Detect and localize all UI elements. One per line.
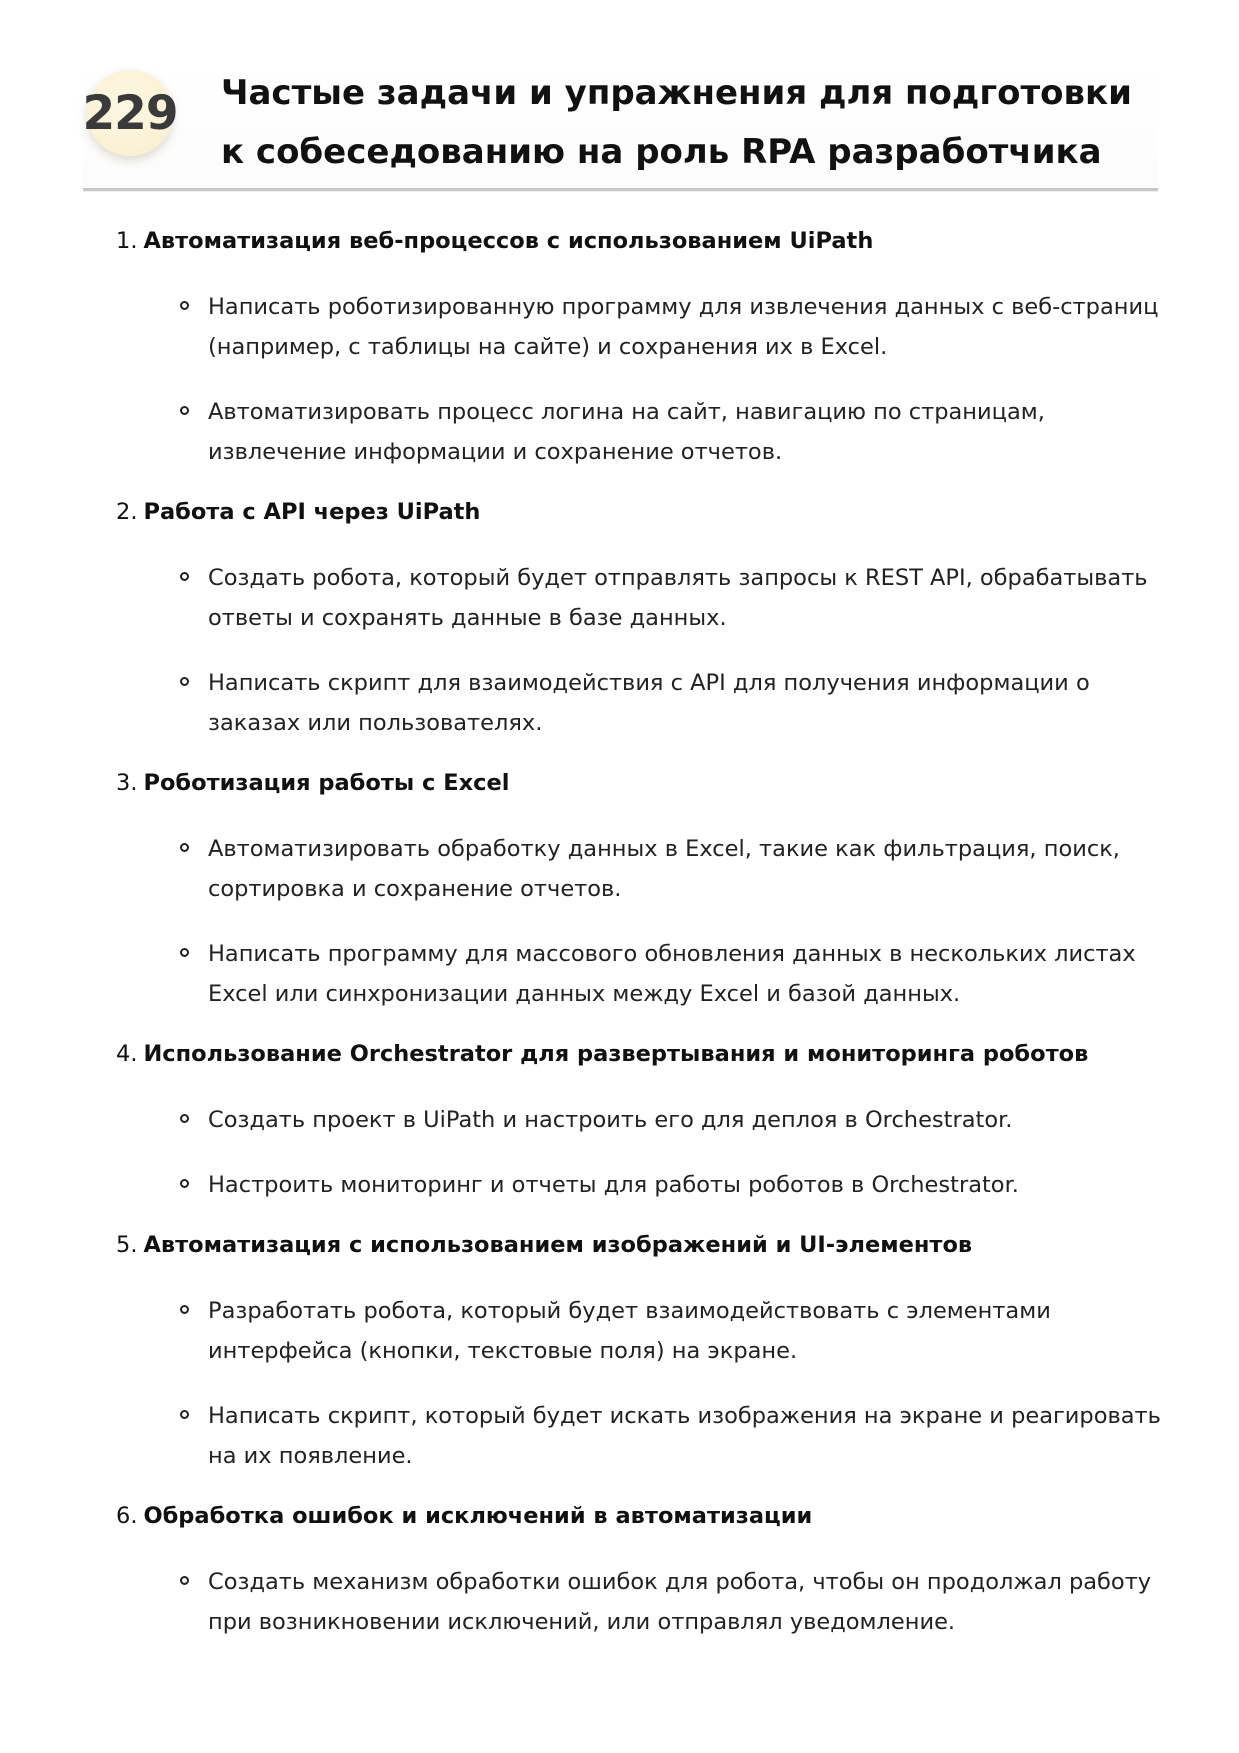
section-items (116, 1562, 1166, 1642)
section-items (116, 829, 1166, 1014)
section-number: 3. (116, 770, 138, 796)
list-item (208, 392, 1168, 472)
section-title-text: Обработка ошибок и исключений в автоматизации (143, 1503, 813, 1529)
section-title (116, 226, 1166, 256)
circle-bullet-icon (180, 843, 189, 852)
section-number: 2. (116, 499, 138, 525)
section-title (116, 1230, 1166, 1260)
circle-bullet-icon (180, 406, 189, 415)
list-item (208, 829, 1168, 909)
section-items (116, 287, 1166, 472)
circle-bullet-icon (180, 677, 189, 686)
section-4 (116, 1039, 1166, 1205)
section-1 (116, 226, 1166, 472)
circle-bullet-icon (180, 301, 189, 310)
section-items (116, 1291, 1166, 1476)
circle-bullet-icon (180, 572, 189, 581)
list-item (208, 934, 1168, 1014)
section-2 (116, 497, 1166, 743)
section-title (116, 1501, 1166, 1531)
section-number: 6. (116, 1503, 138, 1529)
section-items (116, 558, 1166, 743)
circle-bullet-icon (180, 1410, 189, 1419)
section-title (116, 497, 1166, 527)
circle-bullet-icon (180, 1114, 189, 1123)
section-title-text: Роботизация работы с Excel (143, 770, 510, 796)
section-number: 5. (116, 1232, 138, 1258)
list-item-text: Создать механизм обработки ошибок для робота, чтобы он продолжал работу при возникновении исключений, или отправлял уведомление. (208, 1569, 1152, 1635)
page-header (83, 60, 1158, 191)
section-title-text: Использование Orchestrator для развертывания и мониторинга роботов (143, 1041, 1089, 1067)
circle-bullet-icon (180, 948, 189, 957)
page-title: Частые задачи и упражнения для подготовки к собеседованию на роль RPA разработчика (221, 73, 1132, 172)
list-item-text: Написать скрипт, который будет искать изображения на экране и реагировать на их появление. (208, 1403, 1161, 1469)
task-list (116, 226, 1166, 1667)
list-item (208, 1396, 1168, 1476)
list-item-text: Создать проект в UiPath и настроить его для деплоя в Orchestrator. (208, 1107, 1013, 1133)
page-number: 229 (82, 85, 178, 141)
section-number: 4. (116, 1041, 138, 1067)
list-item-text: Написать программу для массового обновления данных в нескольких листах Excel или синхронизации данных между Excel и базой данных. (208, 941, 1136, 1007)
list-item (208, 1562, 1168, 1642)
circle-bullet-icon (180, 1305, 189, 1314)
section-6 (116, 1501, 1166, 1642)
list-item (208, 558, 1168, 638)
section-title-text: Автоматизация с использованием изображений и UI-элементов (143, 1232, 973, 1258)
page-number-badge (82, 70, 178, 156)
section-items (116, 1100, 1166, 1205)
list-item (208, 1100, 1168, 1140)
list-item-text: Написать роботизированную программу для извлечения данных с веб-страниц (например, с таблицы на сайте) и сохранения их в Excel. (208, 294, 1159, 360)
section-title (116, 768, 1166, 798)
circle-bullet-icon (180, 1576, 189, 1585)
list-item-text: Написать скрипт для взаимодействия с API для получения информации о заказах или пользователях. (208, 670, 1090, 736)
list-item (208, 287, 1168, 367)
list-item-text: Автоматизировать обработку данных в Excel, такие как фильтрация, поиск, сортировка и сохранение отчетов. (208, 836, 1120, 902)
section-title-text: Работа с API через UiPath (143, 499, 481, 525)
list-item (208, 1165, 1168, 1205)
list-item (208, 663, 1168, 743)
section-5 (116, 1230, 1166, 1476)
list-item-text: Настроить мониторинг и отчеты для работы роботов в Orchestrator. (208, 1172, 1019, 1198)
list-item-text: Создать робота, который будет отправлять запросы к REST API, обрабатывать ответы и сохранять данные в базе данных. (208, 565, 1148, 631)
list-item-text: Автоматизировать процесс логина на сайт, навигацию по страницам, извлечение информации и сохранение отчетов. (208, 399, 1045, 465)
section-title (116, 1039, 1166, 1069)
list-item-text: Разработать робота, который будет взаимодействовать с элементами интерфейса (кнопки, текстовые поля) на экране. (208, 1298, 1051, 1364)
circle-bullet-icon (180, 1179, 189, 1188)
section-number: 1. (116, 228, 138, 254)
section-3 (116, 768, 1166, 1014)
list-item (208, 1291, 1168, 1371)
section-title-text: Автоматизация веб-процессов с использованием UiPath (143, 228, 874, 254)
